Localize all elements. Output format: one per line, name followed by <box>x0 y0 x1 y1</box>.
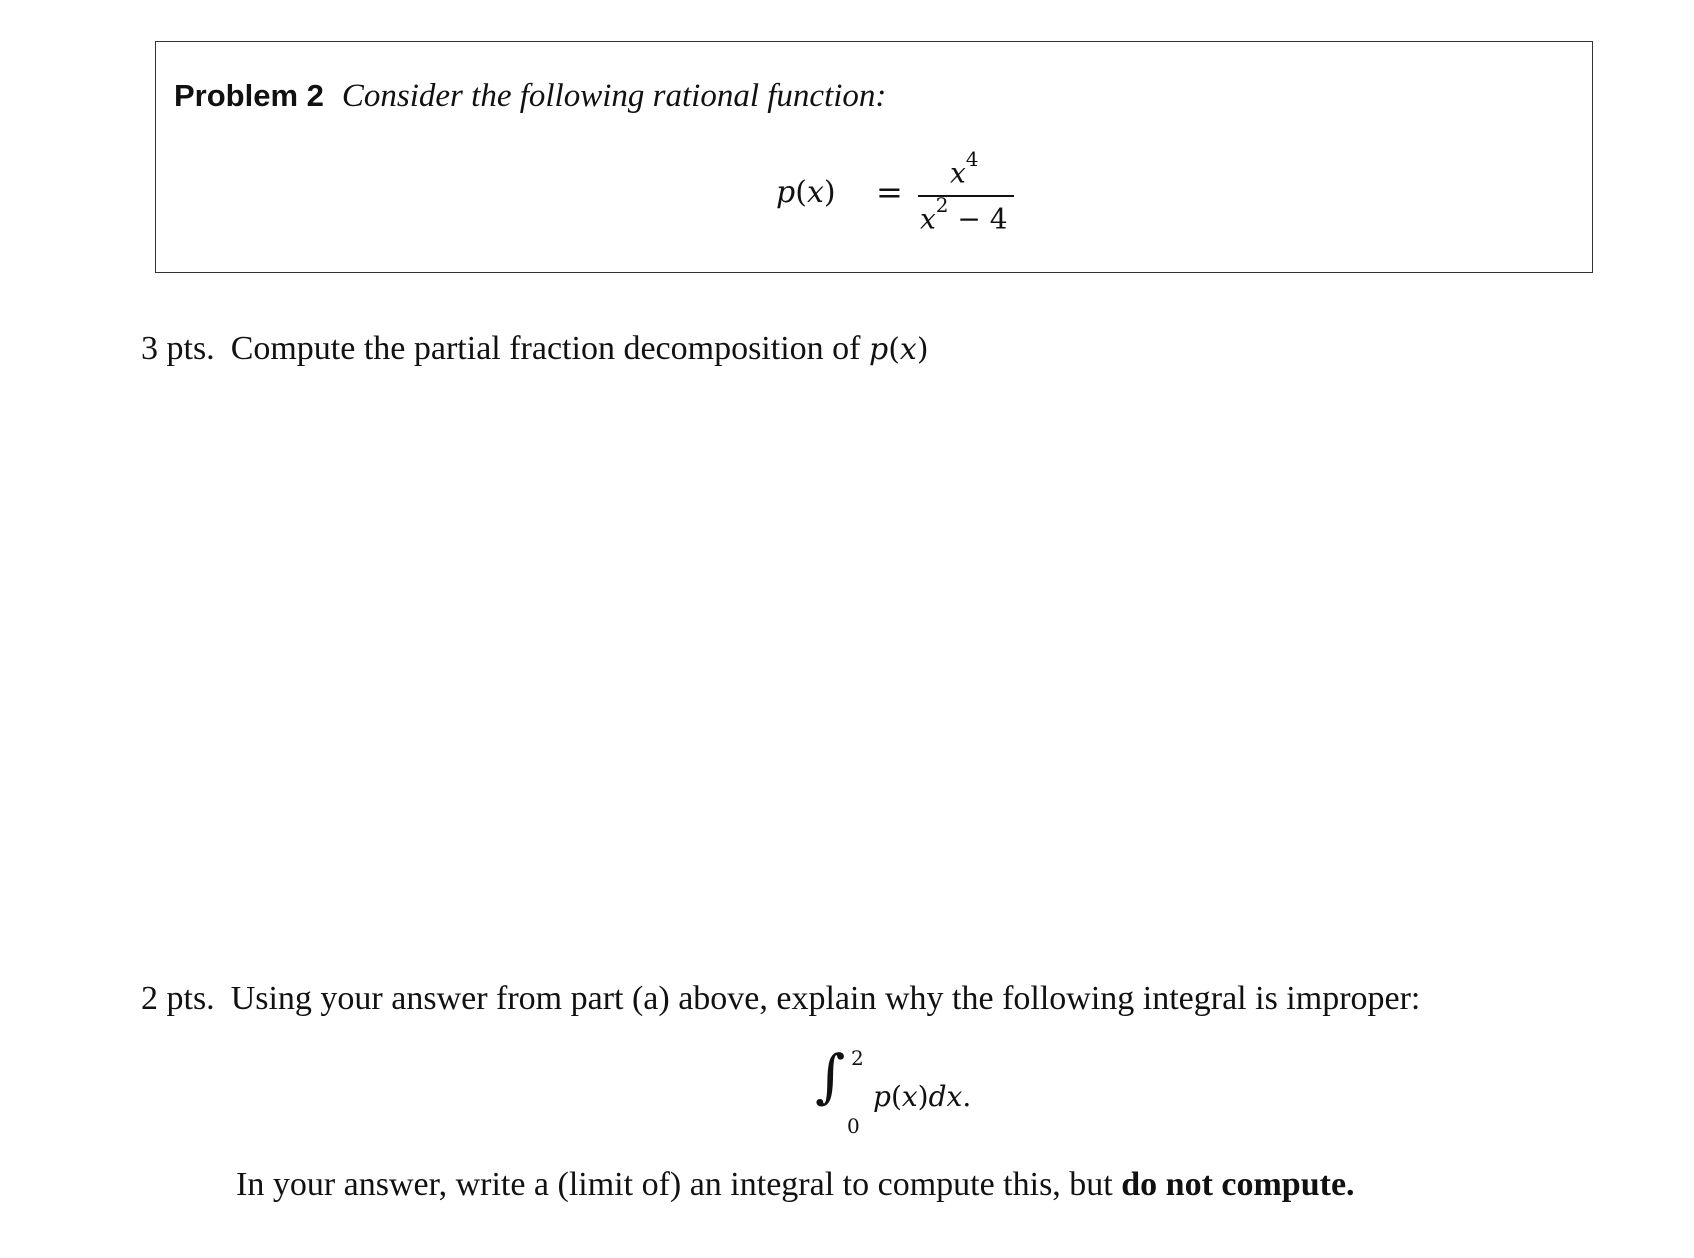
part-b-prompt <box>141 980 1420 1018</box>
part-a-prompt <box>141 330 929 368</box>
lhs-variable: x <box>806 175 824 210</box>
answer-instruction-text: In your answer, write a (limit of) an integral to compute this, but <box>236 1166 1122 1203</box>
integral-lower-limit: 0 <box>847 1114 860 1138</box>
fraction-bar <box>918 195 1014 197</box>
denominator-rest: − 4 <box>948 202 1008 236</box>
equation-lhs: p(x) <box>776 175 836 210</box>
integral-differential: dx <box>928 1080 963 1113</box>
part-a-math: p(x) <box>868 332 929 367</box>
integrand-fn: p <box>873 1080 891 1113</box>
fraction-denominator <box>920 193 1008 236</box>
numerator-base: x <box>950 156 966 190</box>
equals-sign: = <box>876 173 903 211</box>
part-b-points: 2 pts. <box>141 980 215 1017</box>
answer-instruction-bold: do not compute. <box>1121 1166 1355 1203</box>
part-a-points: 3 pts. <box>141 330 215 367</box>
answer-instruction <box>236 1166 1355 1204</box>
part-b-text: Using your answer from part (a) above, explain why the following integral is improper: <box>230 980 1421 1017</box>
lhs-function-name: p <box>776 175 796 210</box>
part-a-text: Compute the partial fraction decomposition of <box>230 330 869 367</box>
problem-intro: Consider the following rational function: <box>341 78 887 114</box>
fraction-numerator <box>950 147 979 190</box>
definite-integral <box>815 1042 1015 1148</box>
denominator-exponent: 2 <box>935 193 949 217</box>
problem-label: Problem 2 <box>174 78 324 113</box>
integrand: p(x)dx. <box>873 1080 972 1113</box>
part-a-math-fn: p <box>868 332 889 367</box>
denominator-base: x <box>920 202 936 236</box>
numerator-exponent: 4 <box>965 147 979 171</box>
integral-terminator: . <box>962 1080 972 1113</box>
integrand-var: x <box>901 1080 918 1113</box>
rational-function-equation <box>620 105 1008 236</box>
integral-sign: ∫ <box>815 1042 846 1110</box>
integral-upper-limit: 2 <box>851 1046 864 1070</box>
part-a-math-var: x <box>899 332 917 367</box>
